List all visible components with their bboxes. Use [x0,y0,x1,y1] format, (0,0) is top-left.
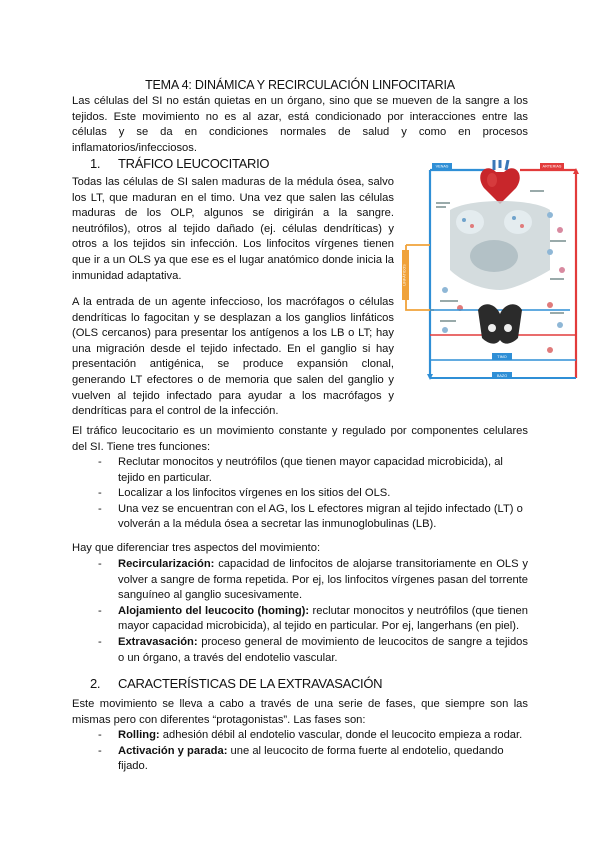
functions-list [90,455,528,533]
arteries-label: ARTERIAS [542,164,562,169]
list-item [90,728,528,744]
aspect-text: proceso general de movimiento de leucocitos de sangre a tejidos o un órgano, a través del endotelio vascular. [118,635,528,664]
list-item [90,604,528,635]
section-1-number: 1. [90,156,101,171]
phases-list [90,728,528,775]
list-item: - Una vez se encuentran con el AG, los L efectores migran al tejido infectado (LT) o volverán a la médula ósea a secretar las inmunoglobulinas (LB). [90,502,528,533]
list-item [90,635,528,666]
recirculation-diagram [400,160,584,388]
phase-text: une al leucocito de forma fuerte al endotelio, quedando fijado. [118,744,504,773]
aspect-text: reclutar monocitos y neutrófilos (que tienen mayor capacidad microbicida), al tejido en particular. Por ej, langerhans (en piel). [118,604,529,633]
veins-label: VENAS [435,164,449,169]
aspect-term: Extravasación: [118,635,198,648]
list-item [90,557,528,604]
section-1-title: TRÁFICO LEUCOCITARIO [118,156,270,171]
section-2-title: CARACTERÍSTICAS DE LA EXTRAVASACIÓN [118,676,383,691]
list-item: - Reclutar monocitos y neutrófilos (que tienen mayor capacidad microbicida), al tejido en particular. [90,455,528,486]
aspects-list [90,557,528,666]
section-1-paragraph-1: Todas las células de SI salen maduras de la médula ósea, salvo los LT, que maduran en el timo. Una vez que salen las células maduras de los OLP, algunos se dirigirán a la sangre. neutrófilos), otros al tejido dañado (ej. células dendríticas) y otros a los tejidos sin infección. Los linfocitos vírgenes tienen que ir a un OLS ya que ese es el lugar anatómico donde inicia la inmunidad adaptativa. [72,176,394,282]
list-item: - Localizar a los linfocitos vírgenes en los sitios del OLS. [90,486,528,502]
lymphatics-label: LINFÁTICOS [402,264,407,286]
aspect-term: Recircularización: [118,558,215,570]
aspect-text: capacidad de linfocitos de alojarse transitoriamente en OLS y volver a sangre de forma repetida. Por ej, los linfocitos vírgenes pasan del torrente sanguíneo al ganglio sucesivamente. [118,558,528,602]
section-1-heading [90,156,269,171]
phase-text: adhesión débil al endotelio vascular, donde el leucocito empieza a rodar. [159,729,523,741]
section-2-heading [90,676,382,691]
list-item [90,744,528,775]
section-2-paragraph-1: Este movimiento se lleva a cabo a través de una serie de fases, que siempre son las mismas pero con diferentes “protagonistas”. Las fases son: [72,698,528,726]
phase-term: Activación y parada: [118,744,228,757]
section-1-paragraph-3: El tráfico leucocitario es un movimiento constante y regulado por componentes celulares del SI. Tiene tres funciones: [72,425,528,453]
intro-paragraph: Las células del SI no están quietas en un órgano, sino que se mueven de la sangre a los tejidos. Este movimiento no es al azar, está condicionado por interacciones entre las células y se da en condiciones normales de salud y como en procesos inflamatorios/infecciosos. [72,95,528,154]
section-1-paragraph-2: A la entrada de un agente infeccioso, los macrófagos o células dendríticas lo fagocitan y se desplazan a los ganglios linfáticos (OLS cercanos) para presentar los antígenos a los LB o LT; hay una migración desde el tejido infectado. En el ganglio si hay presentación antigénica, se produce expansión clonal, generando LT efectores o de memoria que salen del ganglio y vuelven al tejido infectado para ayudar a los macrófagos y dendríticas para el control de la infección. [72,296,394,418]
thymus-label: TIMO [497,355,507,360]
phase-term: Rolling: [118,729,160,741]
page-title: TEMA 4: DINÁMICA Y RECIRCULACIÓN LINFOCITARIA [145,78,455,92]
aspect-term: Alojamiento del leucocito (homing): [118,604,310,617]
section-2-number: 2. [90,676,101,691]
spleen-label: BAZO [496,374,508,379]
section-1-paragraph-4: Hay que diferenciar tres aspectos del movimiento: [72,542,321,554]
